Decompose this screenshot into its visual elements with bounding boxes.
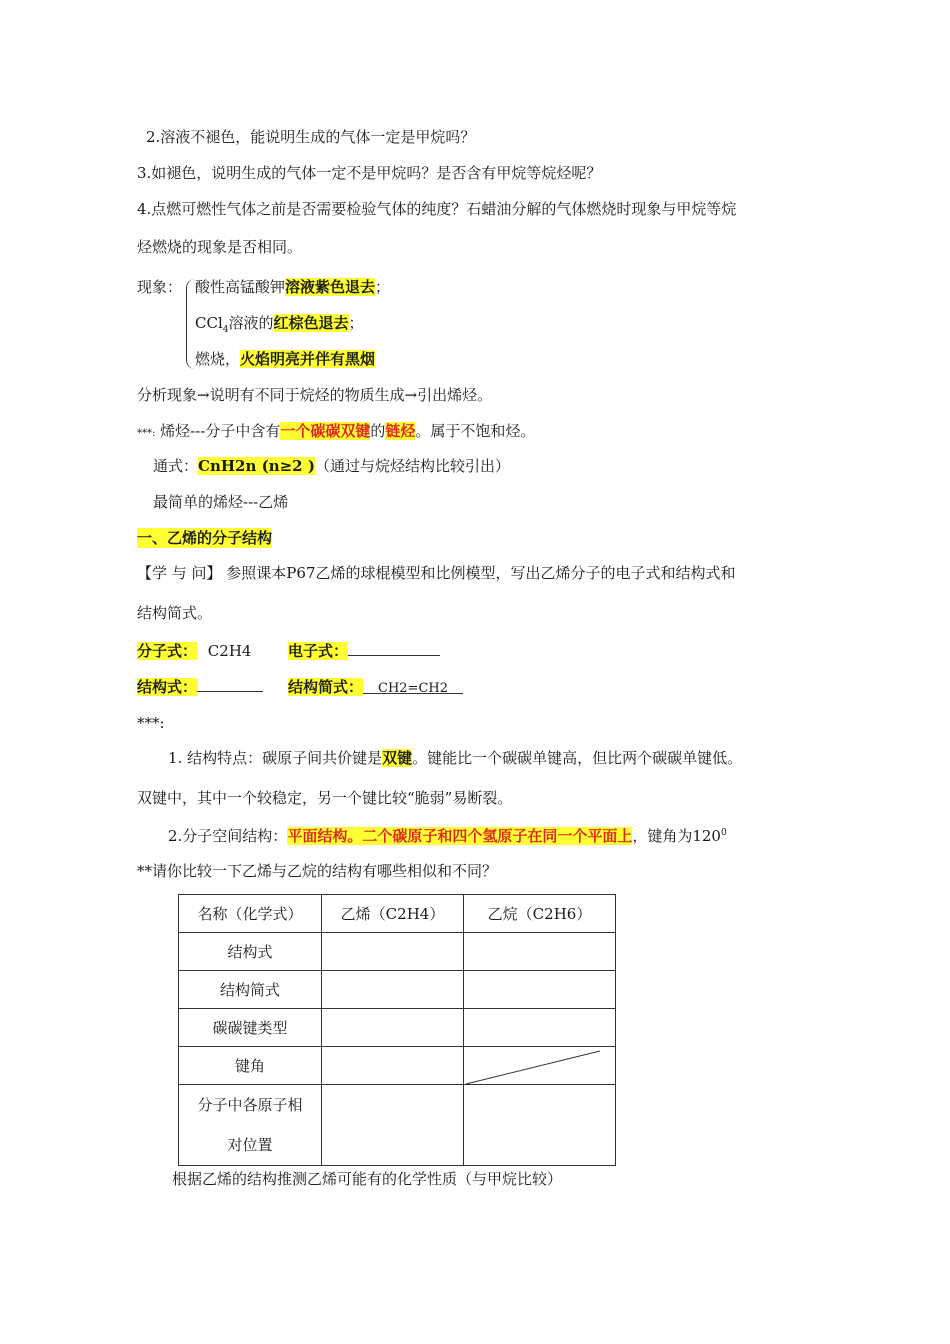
phenomenon-1-end: ； bbox=[375, 278, 391, 296]
point-1-line-1 bbox=[168, 748, 742, 768]
diagonal-strike-line bbox=[464, 1049, 614, 1087]
compare-question: **请你比较一下乙烯与乙烷的结构有哪些相似和不同？ bbox=[137, 862, 498, 880]
table-row-label: 结构式 bbox=[179, 933, 322, 971]
phenomenon-2 bbox=[195, 313, 364, 333]
question-4-line-2: 烃燃烧的现象是否相同。 bbox=[137, 238, 303, 256]
table-cell[interactable] bbox=[322, 971, 464, 1009]
electron-formula-label: 电子式： bbox=[288, 642, 349, 660]
table-cell[interactable] bbox=[322, 933, 464, 971]
molecular-formula-row bbox=[137, 641, 251, 661]
molecular-formula-value: C2H4 bbox=[207, 642, 252, 660]
point-1-text-2: 。键能比一个碳碳单键高，但比两个碳碳单键低。 bbox=[412, 749, 743, 767]
formula-highlight: CnH2n (n≥2 ) bbox=[198, 457, 315, 475]
simplified-formula-label: 结构简式： bbox=[288, 678, 364, 696]
table-row-label-line-1: 分子中各原子相 bbox=[197, 1096, 303, 1114]
table-cell[interactable] bbox=[464, 1009, 616, 1047]
question-3: 3.如褪色，说明生成的气体一定不是甲烷吗？是否含有甲烷等烷烃呢？ bbox=[137, 164, 602, 182]
table-cell[interactable] bbox=[322, 1009, 464, 1047]
definition-text-1: 烯烃---分子中含有 bbox=[155, 422, 281, 440]
electron-formula-blank[interactable] bbox=[348, 641, 440, 656]
structural-formula-row bbox=[137, 677, 263, 697]
point-2-superscript: 0 bbox=[720, 828, 727, 838]
definition-highlight-1: 一个碳碳双键 bbox=[280, 422, 371, 440]
point-2-text: 2.分子空间结构： bbox=[168, 827, 288, 845]
molecular-formula-label: 分子式： bbox=[137, 642, 198, 660]
table-header-ethylene: 乙烯（C2H4） bbox=[322, 895, 464, 933]
table-cell[interactable] bbox=[322, 1047, 464, 1085]
table-header-ethane: 乙烷（C2H6） bbox=[464, 895, 616, 933]
phenomenon-3-text: 燃烧， bbox=[195, 350, 241, 368]
phenomenon-1-highlight: 溶液紫色退去 bbox=[285, 278, 376, 296]
table-row bbox=[179, 971, 616, 1009]
table-cell[interactable] bbox=[322, 1085, 464, 1166]
point-2-highlight-1: 平面结构。二个碳原子和四个氢原子在同一个平面上 bbox=[287, 827, 633, 845]
stars-marker: ***: bbox=[137, 714, 165, 732]
definition-text-2: 的 bbox=[370, 422, 386, 440]
definition-stars: ***: bbox=[137, 428, 156, 439]
analysis-line: 分析现象→说明有不同于烷烃的物质生成→引出烯烃。 bbox=[137, 386, 493, 404]
phenomenon-2-highlight: 红棕色退去 bbox=[273, 314, 349, 332]
point-1-highlight: 双键 bbox=[382, 749, 413, 767]
formula-note: （通过与烷烃结构比较引出） bbox=[314, 457, 510, 475]
comparison-table bbox=[178, 894, 616, 1166]
phenomenon-2-text: CCl bbox=[195, 314, 223, 332]
structural-formula-label: 结构式： bbox=[137, 678, 198, 696]
phenomenon-brace bbox=[186, 279, 195, 369]
question-2: 2.溶液不褪色，能说明生成的气体一定是甲烷吗？ bbox=[146, 128, 476, 146]
table-row-label: 碳碳键类型 bbox=[179, 1009, 322, 1047]
phenomenon-3 bbox=[195, 349, 375, 369]
phenomenon-2-subscript: 4 bbox=[222, 325, 229, 335]
structural-formula-blank[interactable] bbox=[197, 677, 263, 692]
simplified-formula-row bbox=[288, 677, 463, 697]
phenomenon-1-text: 酸性高锰酸钾 bbox=[195, 278, 286, 296]
definition-highlight-2: 链烃 bbox=[385, 422, 416, 440]
table-header-name: 名称（化学式） bbox=[179, 895, 322, 933]
table-row bbox=[179, 1085, 616, 1166]
alkene-definition bbox=[137, 421, 535, 444]
phenomenon-3-highlight: 火焰明亮并伴有黑烟 bbox=[240, 350, 376, 368]
table-header-row bbox=[179, 895, 616, 933]
table-cell[interactable] bbox=[464, 933, 616, 971]
general-formula bbox=[153, 456, 510, 476]
phenomenon-label: 现象： bbox=[137, 278, 183, 296]
phenomenon-2-text-2: 溶液的 bbox=[228, 314, 274, 332]
study-question-line-1: 【学 与 问】 参照课本P67乙烯的球棍模型和比例模型，写出乙烯分子的电子式和结构式和 bbox=[137, 564, 736, 582]
point-2 bbox=[168, 826, 727, 846]
table-row bbox=[179, 1009, 616, 1047]
simplest-alkene: 最简单的烯烃---乙烯 bbox=[153, 493, 289, 511]
point-1-line-2: 双键中，其中一个较稳定，另一个键比较“脆弱”易断裂。 bbox=[137, 789, 513, 807]
electron-formula-row bbox=[288, 641, 440, 661]
table-row-label-line-2: 对位置 bbox=[227, 1136, 273, 1154]
study-question-line-2: 结构简式。 bbox=[137, 604, 213, 622]
table-cell[interactable] bbox=[464, 971, 616, 1009]
question-4-line-1: 4.点燃可燃性气体之前是否需要检验气体的纯度？石蜡油分解的气体燃烧时现象与甲烷等烷 bbox=[137, 200, 737, 218]
point-1-text: 1. 结构特点：碳原子间共价键是 bbox=[168, 749, 383, 767]
definition-text-3: 。属于不饱和烃。 bbox=[415, 422, 536, 440]
table-cell[interactable] bbox=[464, 1085, 616, 1166]
table-row-label: 键角 bbox=[179, 1047, 322, 1085]
simplified-formula-value: CH2=CH2 bbox=[363, 679, 463, 694]
table-row bbox=[179, 933, 616, 971]
point-2-text-2: ，键角为120 bbox=[632, 827, 721, 845]
formula-label: 通式： bbox=[153, 457, 199, 475]
table-row-label: 结构简式 bbox=[179, 971, 322, 1009]
closing-line: 根据乙烯的结构推测乙烯可能有的化学性质（与甲烷比较） bbox=[172, 1170, 563, 1188]
table-row-label bbox=[179, 1085, 322, 1166]
phenomenon-2-end: ； bbox=[348, 314, 364, 332]
phenomenon-1 bbox=[195, 277, 390, 297]
section-heading: 一、乙烯的分子结构 bbox=[137, 529, 273, 547]
